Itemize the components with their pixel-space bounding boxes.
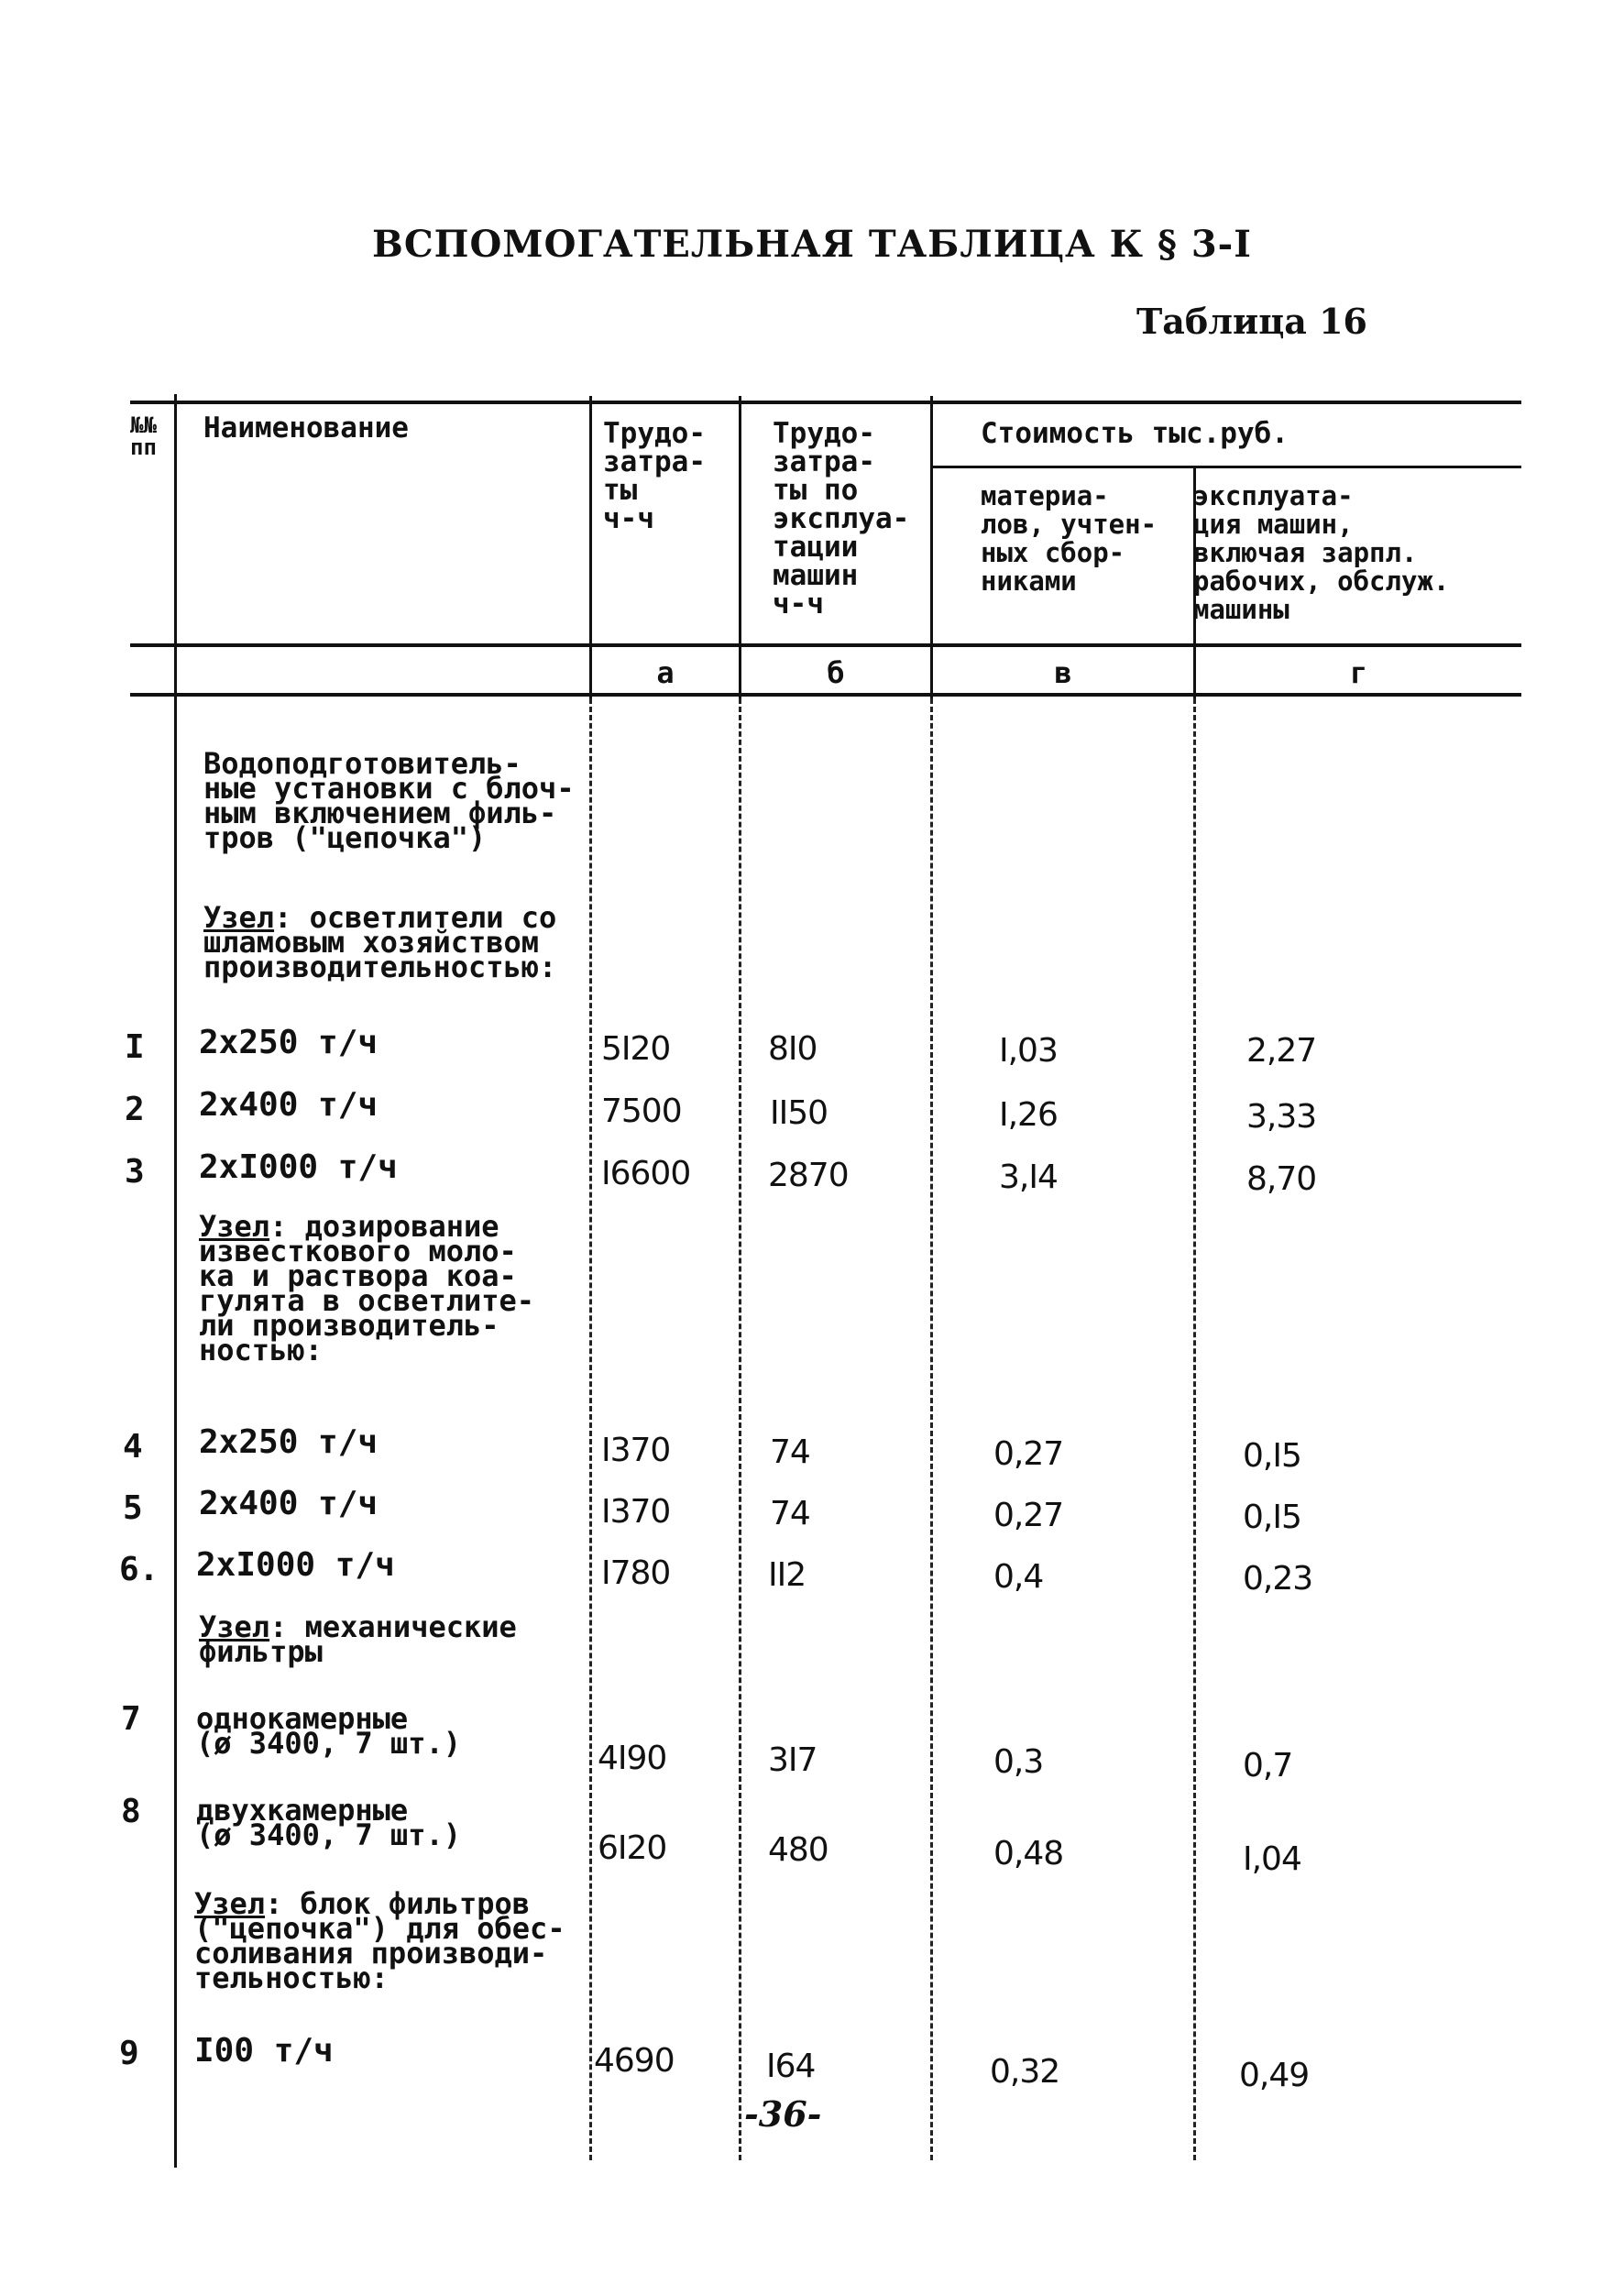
row-name: 2xI000 т/ч [199, 1148, 398, 1186]
section-clarifiers [203, 900, 557, 984]
divider-name-a [589, 396, 592, 698]
cell-g: I,04 [1243, 1840, 1301, 1878]
cost-group-rule [930, 466, 1521, 468]
column-id-b: б [827, 655, 845, 690]
section-label: Узел [194, 1886, 266, 1921]
cell-v: 0,3 [993, 1743, 1044, 1781]
cell-g: 8,70 [1246, 1160, 1317, 1198]
cell-a: 6I20 [598, 1829, 667, 1867]
section-filter-block [194, 1886, 565, 1995]
row-number: 2 [125, 1091, 145, 1128]
divider-v-g-body [1193, 698, 1196, 2160]
section-text: : дозирование известкового моло- ка и раствора коа- гулята в осветлите- ли производитель- ностью: [199, 1209, 535, 1367]
cell-a: I6600 [601, 1155, 691, 1192]
row-name: 2x250 т/ч [199, 1423, 379, 1461]
section-text: : осветлители со шламовым хозяйством производительностью: [203, 900, 557, 984]
divider-a-b-body [739, 698, 741, 2160]
cell-b: 74 [770, 1433, 810, 1471]
cell-v: I,26 [999, 1096, 1058, 1134]
cell-b: II50 [770, 1094, 828, 1132]
divider-b-v [930, 396, 933, 698]
row-number: 5 [123, 1489, 143, 1527]
divider-a-b [739, 396, 741, 698]
cell-g: 0,49 [1239, 2057, 1310, 2094]
cell-b: 3I7 [768, 1741, 817, 1779]
row-number: 8 [121, 1793, 141, 1830]
cell-g: 3,33 [1246, 1098, 1317, 1136]
header-cost-group: Стоимость тыс.руб. [981, 417, 1289, 450]
section-text: : механические фильтры [199, 1609, 517, 1669]
divider-name-a-body [589, 698, 592, 2160]
header-v: материа- лов, учтен- ных сбор- никами [981, 480, 1158, 597]
row-name: двухкамерные (ø 3400, 7 шт.) [196, 1793, 461, 1852]
header-bottom-rule [130, 643, 1521, 647]
section-text: : блок фильтров ("цепочка") для обес- соливания производи- тельностью: [194, 1886, 565, 1995]
cell-a: 5I20 [601, 1030, 671, 1068]
cell-b: 2870 [768, 1157, 849, 1194]
cell-g: 0,7 [1243, 1747, 1293, 1784]
row-name: 2xI000 т/ч [196, 1546, 395, 1584]
row-number: I [125, 1028, 145, 1066]
row-name: 2x400 т/ч [199, 1485, 379, 1522]
column-id-rule [130, 693, 1521, 697]
row-number: 3 [125, 1153, 145, 1191]
row-name: I00 т/ч [194, 2032, 334, 2070]
cell-a: 4690 [594, 2042, 675, 2080]
cell-v: I,03 [999, 1032, 1058, 1070]
header-name: Наименование [203, 412, 409, 445]
row-number: 4 [123, 1428, 143, 1466]
cell-a: 7500 [601, 1093, 682, 1130]
section-mech-filters [199, 1609, 517, 1669]
cell-b: 74 [770, 1495, 810, 1532]
row-name: 2x250 т/ч [199, 1024, 379, 1061]
section-label: Узел [203, 900, 275, 935]
cell-b: 8I0 [768, 1030, 817, 1068]
section-dosing [199, 1209, 535, 1367]
cell-a: 4I90 [598, 1740, 667, 1777]
row-name: однокамерные (ø 3400, 7 шт.) [196, 1701, 461, 1761]
cell-v: 0,27 [993, 1497, 1064, 1534]
section-label: Узел [199, 1209, 270, 1244]
section-label: Узел [199, 1609, 270, 1644]
cell-v: 0,4 [993, 1558, 1044, 1596]
column-id-v: в [1054, 655, 1072, 690]
row-number: 9 [119, 2035, 139, 2072]
cell-a: I370 [601, 1432, 671, 1469]
row-name: 2x400 т/ч [199, 1086, 379, 1124]
row-number: 6. [119, 1551, 159, 1588]
cell-g: 0,I5 [1243, 1437, 1301, 1475]
cell-g: 0,23 [1243, 1560, 1313, 1598]
page-number: -36- [744, 2093, 822, 2135]
header-a: Трудо- затра- ты ч-ч [603, 417, 706, 535]
cell-v: 0,48 [993, 1835, 1064, 1872]
cell-v: 0,32 [990, 2053, 1060, 2091]
column-id-g: г [1349, 655, 1368, 690]
section-intro: Водоподготовитель- ные установки с блоч- ным включением филь- тров ("цепочка") [203, 746, 575, 855]
divider-b-v-body [930, 698, 933, 2160]
cell-g: 0,I5 [1243, 1499, 1301, 1536]
cell-a: I780 [601, 1554, 671, 1592]
cell-v: 3,I4 [999, 1158, 1058, 1196]
page-title: ВСПОМОГАТЕЛЬНАЯ ТАБЛИЦА К § 3-I [372, 223, 1252, 266]
header-num: №№ пп [130, 412, 157, 460]
cell-b: I64 [766, 2048, 816, 2085]
header-g: эксплуата- ция машин, включая зарпл. рабочих, обслуж. машины [1193, 480, 1450, 625]
column-id-a: а [656, 655, 675, 690]
cell-b: 480 [768, 1831, 828, 1869]
cell-a: I370 [601, 1493, 671, 1531]
cell-b: II2 [768, 1556, 807, 1594]
table-top-rule [130, 401, 1521, 404]
cell-g: 2,27 [1246, 1032, 1317, 1070]
header-b: Трудо- затра- ты по эксплуа- тации машин ч-ч [773, 417, 910, 620]
cell-v: 0,27 [993, 1435, 1064, 1473]
divider-num-name [174, 394, 177, 2168]
table-number: Таблица 16 [1136, 301, 1367, 342]
row-number: 7 [121, 1700, 141, 1738]
